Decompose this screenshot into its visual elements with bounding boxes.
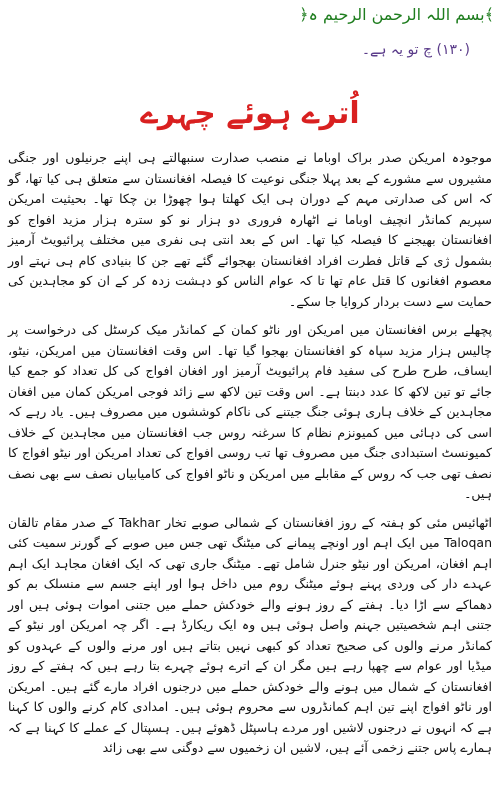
article-paragraph: اٹھائیس مئی کو ہفتہ کے روز افغانستان کے شمالی صوبے تخار Takhar کے صدر مقام تالقان Taloqan میں ایک اہم اور اونچے پیمانے کی میٹنگ تھی جس میں صوبے کے گورنر سمیت کئی اہم افغان، امریکن اور نیٹو جنرل شامل تھے۔ میٹنگ جاری تھی کہ ایک افغان مجاہد ایک اہم عہدے دار کی وردی پہنے ہوئے میٹنگ روم میں داخل ہوا اور اپنے جسم سے منسلک بم کو دھماکے سے اڑا دیا۔ ہفتے کے روز ہونے والے خودکش حملے میں جتنی اموات ہوئی ہیں اور جتنی اہم شخصیتیں جہنم واصل ہوئی ہیں وہ ایک ریکارڈ ہے۔ اگر چہ امریکن اور نیٹو کے کمانڈر مرنے والوں کی صحیح تعداد کو کبھی نہیں بتاتے ہیں اور مرنے والوں کے عہدوں کو میڈیا اور عوام سے چھپا رہے ہیں مگر ان کے اترے ہوئے چہرے بتا رہے ہیں کہ ہفتے کے روز افغانستان کے شمال میں ہونے والے خودکش حملے میں درجنوں افراد مارے گئے ہیں۔ امریکن اور ناٹو افواج اپنے تین اہم کمانڈروں سے محروم ہوئی ہیں۔ امدادی کام کرنے والوں کا کہنا ہے کہ انہوں نے درجنوں لاشیں اور مردے ہاسپٹل ڈھوئے ہیں۔ ہسپتال کے عملے کا کہنا ہے کہ ہمارے پاس جتنے زخمی آئے ہیں، لاشیں ان زخمیوں سے دوگنی سے بھی زائد [8,514,492,755]
article-body [8,148,492,767]
basmala-heading: ﴾بسم اللہ الرحمن الرحیم ہ﴿ [299,5,494,24]
verse-reference: (١٣٠) چ تو یہ ہے۔ [361,42,470,58]
article-paragraph: موجودہ امریکن صدر براک اوباما نے منصب صدارت سنبھالتے ہی اپنے جرنیلوں اور جنگی مشیروں سے مشورے کے بعد پہلا جنگی نوعیت کا فیصلہ افغانستان سے متعلق ہی کیا تھا، گو کہ اس کی صدارتی مہم کے دوران ہی ایک کھلتا ہوا چھوڑا بن چکا تھا۔ بحیثیت امریکن سپریم کمانڈر انچیف اوباما نے اٹھارہ فروری دو ہزار نو کو سترہ ہزار مزید افواج کو افغانستان بھیجنے کا فیصلہ کیا تھا۔ اس کے بعد انتی ہی نفری میں مختلف پرائیویٹ آرمیز بشمول ژی کے قاتل فطرت افراد افغانستان بھجوائے گئے تھے جن کا بنیادی کام ہی نہتے اور معصوم افغانوں کا قتل عام تھا تا کہ عوام الناس کو دہشت زدہ کر کے ان کو مجاہدین کی حمایت سے دست بردار کروایا جا سکے۔ [8,150,492,309]
article-paragraph: پچھلے برس افغانستان میں امریکن اور ناٹو کمان کے کمانڈر میک کرسٹل کی درخواست پر چالیس ہزار مزید سپاہ کو افغانستان بھجوا گیا تھا۔ اس وقت افغانستان میں امریکن، نیٹو، ایساف، طرح طرح کی سفید فام پرائیویٹ آرمیز اور افغان افواج کی کل تعداد کو جمع کیا جائے تو تین لاکھ کا عدد دبنتا ہے۔ اس وقت تین لاکھ سے زائد فوجی امریکن کمان میں افغان مجاہدین کے خلاف ہاری ہوئی جنگ جیتنے کی ناکام کوششوں میں مصروف ہیں۔ یاد رہے کہ اسی کی دہائی میں کمیونزم نظام کا سرغنہ روس جب افغانستان میں مجاہدین کے خلاف کمیونسٹ استبدادی جنگ میں مصروف تھا تب روسی افواج کی تعداد امریکن اور نیٹو افواج کا نصف تھی جب کہ روس کے مقابلے میں امریکن و ناٹو افواج کی کامیابیاں نصف سے بھی نصف ہیں۔ [8,322,492,501]
article-title: اُترے ہوئے چہرے [140,96,360,131]
